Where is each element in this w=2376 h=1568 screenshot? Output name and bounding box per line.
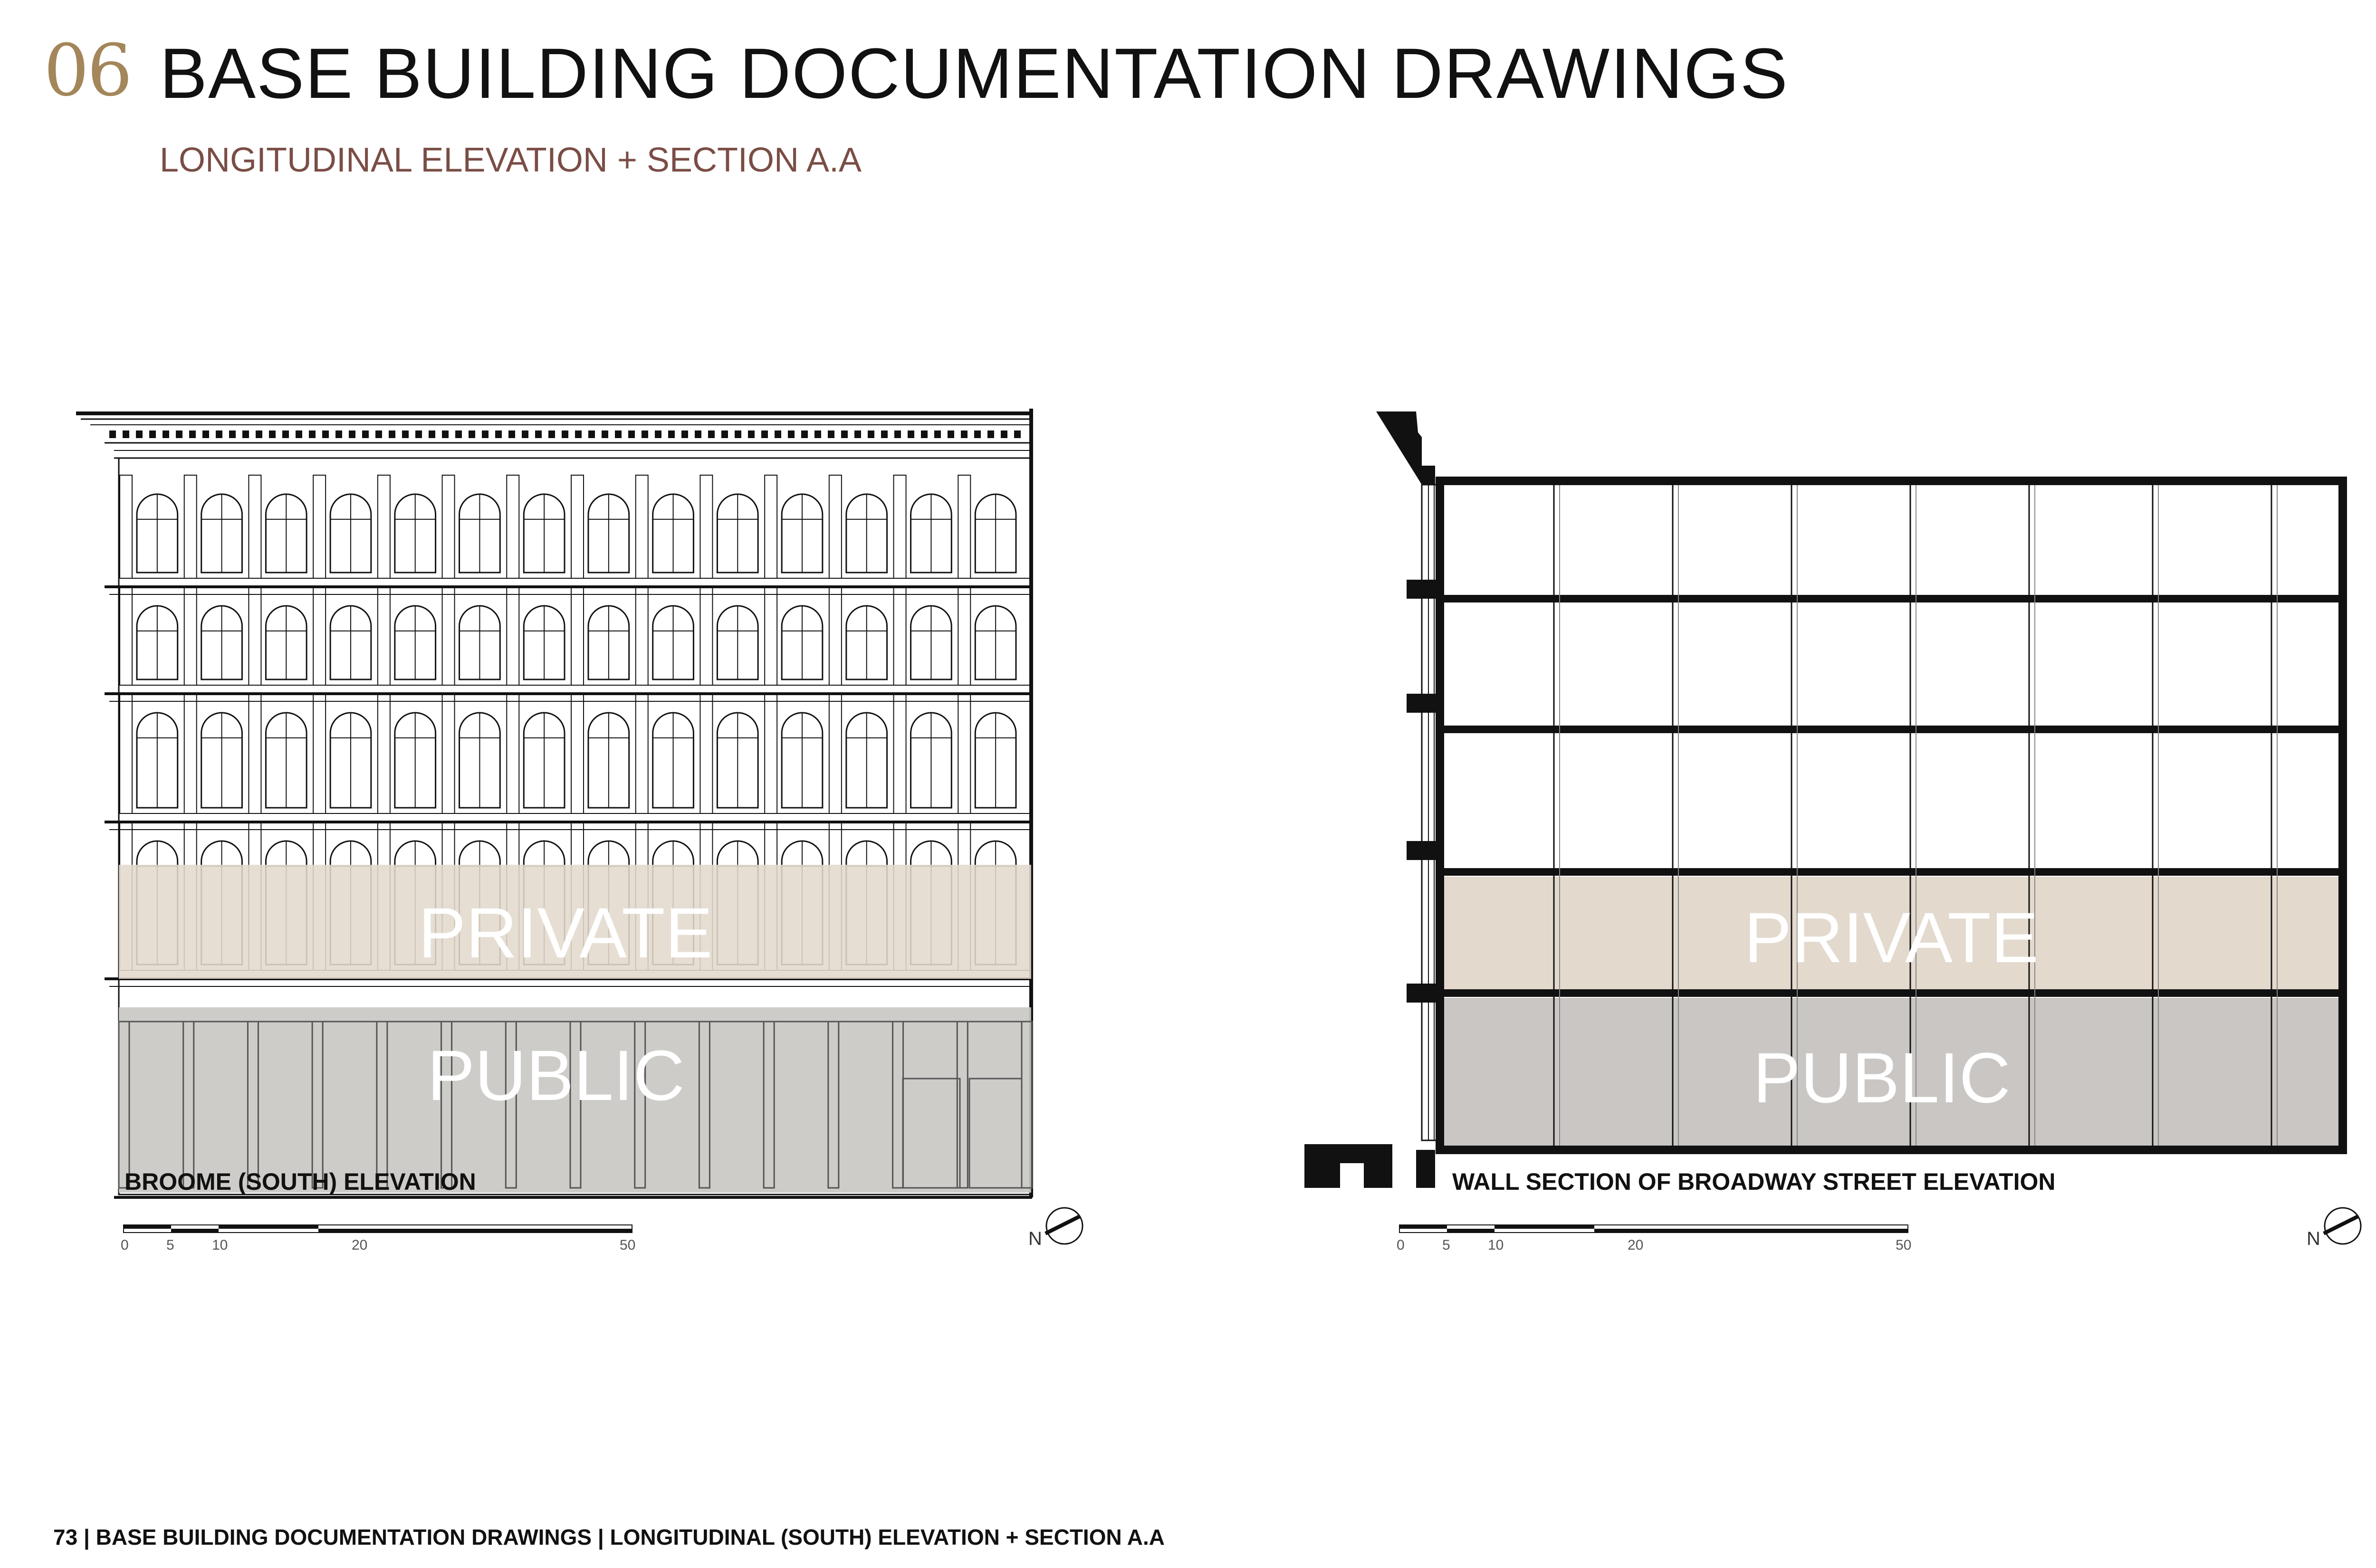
scale-bar-section [1395, 1220, 1936, 1263]
foundation-left [1304, 1144, 1392, 1188]
svg-text:N: N [2307, 1228, 2320, 1249]
page-title: BASE BUILDING DOCUMENTATION DRAWINGS [160, 33, 1789, 113]
north-arrow-icon [1022, 1202, 1088, 1254]
section-number: 06 [44, 29, 131, 112]
wall-section-drawing [1297, 409, 2352, 1197]
scale-tick-5: 5 [1442, 1237, 1450, 1253]
scale-tick-50: 50 [620, 1237, 636, 1253]
scale-tick-20: 20 [352, 1237, 368, 1253]
scale-bar-elevation [119, 1220, 661, 1263]
scale-tick-50: 50 [1896, 1237, 1912, 1253]
facade-profile [1373, 411, 1440, 1140]
scale-tick-5: 5 [166, 1237, 174, 1253]
page-footer: 73 | BASE BUILDING DOCUMENTATION DRAWINGS | LONGITUDINAL (SOUTH) ELEVATION + SECTION A.A [53, 1525, 1165, 1549]
private-zone-label: PRIVATE [418, 893, 713, 973]
svg-text:N: N [1028, 1228, 1042, 1249]
north-arrow-icon [2300, 1202, 2366, 1254]
scale-tick-10: 10 [1488, 1237, 1504, 1253]
elevation-caption: BROOME (SOUTH) ELEVATION [125, 1168, 476, 1195]
elevation-cornice [76, 413, 1031, 458]
scale-tick-10: 10 [212, 1237, 228, 1253]
private-zone-label: PRIVATE [1744, 898, 2039, 977]
public-zone-label: PUBLIC [1753, 1038, 2011, 1118]
page-subtitle: LONGITUDINAL ELEVATION + SECTION A.A [160, 141, 862, 179]
section-caption: WALL SECTION OF BROADWAY STREET ELEVATION [1452, 1168, 2056, 1195]
foundation-right [1416, 1150, 1435, 1188]
elevation-drawing [76, 409, 1093, 1273]
scale-tick-20: 20 [1628, 1237, 1644, 1253]
scale-tick-0: 0 [121, 1237, 129, 1253]
scale-tick-0: 0 [1397, 1237, 1405, 1253]
public-zone-label: PUBLIC [427, 1035, 685, 1115]
